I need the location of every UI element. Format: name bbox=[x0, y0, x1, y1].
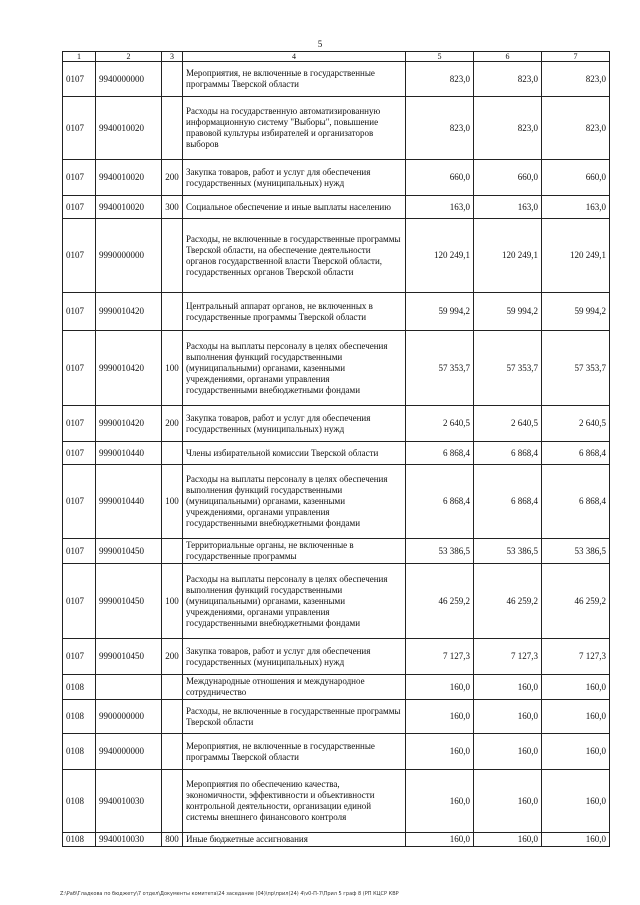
description-cell: Мероприятия, не включенные в государственные программы Тверской области bbox=[183, 734, 406, 770]
amount-col5-cell: 6 868,4 bbox=[406, 465, 474, 539]
amount-col7-cell: 823,0 bbox=[542, 97, 610, 160]
section-code-cell: 0107 bbox=[63, 160, 96, 196]
target-article-code-cell: 9990010420 bbox=[96, 406, 162, 442]
expense-type-code-cell bbox=[162, 770, 183, 833]
amount-col6-cell: 59 994,2 bbox=[474, 293, 542, 331]
amount-col6-cell: 660,0 bbox=[474, 160, 542, 196]
target-article-code-cell: 9990010420 bbox=[96, 331, 162, 406]
target-article-code-cell: 9940010020 bbox=[96, 97, 162, 160]
expense-type-code-cell: 300 bbox=[162, 196, 183, 219]
table-row bbox=[63, 62, 610, 97]
amount-col5-cell: 46 259,2 bbox=[406, 564, 474, 639]
target-article-code-cell: 9990010440 bbox=[96, 442, 162, 465]
description-cell: Закупка товаров, работ и услуг для обеспечения государственных (муниципальных) нужд bbox=[183, 160, 406, 196]
amount-col5-cell: 2 640,5 bbox=[406, 406, 474, 442]
amount-col7-cell: 160,0 bbox=[542, 734, 610, 770]
expense-type-code-cell: 200 bbox=[162, 639, 183, 675]
expense-type-code-cell: 800 bbox=[162, 833, 183, 847]
table-row bbox=[63, 770, 610, 833]
amount-col6-cell: 160,0 bbox=[474, 833, 542, 847]
amount-col5-cell: 120 249,1 bbox=[406, 219, 474, 293]
table-row bbox=[63, 219, 610, 293]
page-number: 5 bbox=[317, 39, 323, 49]
target-article-code-cell: 9940010030 bbox=[96, 833, 162, 847]
amount-col6-cell: 6 868,4 bbox=[474, 442, 542, 465]
amount-col5-cell: 53 386,5 bbox=[406, 539, 474, 564]
header-cell: 3 bbox=[162, 52, 183, 62]
target-article-code-cell: 9940010020 bbox=[96, 160, 162, 196]
amount-col6-cell: 160,0 bbox=[474, 675, 542, 700]
budget-table bbox=[62, 51, 610, 847]
section-code-cell: 0107 bbox=[63, 62, 96, 97]
amount-col7-cell: 160,0 bbox=[542, 833, 610, 847]
section-code-cell: 0107 bbox=[63, 442, 96, 465]
section-code-cell: 0107 bbox=[63, 97, 96, 160]
section-code-cell: 0108 bbox=[63, 770, 96, 833]
target-article-code-cell: 9990010440 bbox=[96, 465, 162, 539]
section-code-cell: 0107 bbox=[63, 639, 96, 675]
amount-col5-cell: 823,0 bbox=[406, 62, 474, 97]
table-row bbox=[63, 465, 610, 539]
table-row bbox=[63, 639, 610, 675]
header-cell: 4 bbox=[183, 52, 406, 62]
description-cell: Международные отношения и международное сотрудничество bbox=[183, 675, 406, 700]
section-code-cell: 0108 bbox=[63, 700, 96, 734]
amount-col5-cell: 160,0 bbox=[406, 833, 474, 847]
section-code-cell: 0107 bbox=[63, 219, 96, 293]
header-cell: 1 bbox=[63, 52, 96, 62]
table-row bbox=[63, 539, 610, 564]
amount-col7-cell: 823,0 bbox=[542, 62, 610, 97]
header-cell: 2 bbox=[96, 52, 162, 62]
target-article-code-cell: 9940010020 bbox=[96, 196, 162, 219]
description-cell: Территориальные органы, не включенные в государственные программы bbox=[183, 539, 406, 564]
table-row bbox=[63, 97, 610, 160]
table-row bbox=[63, 406, 610, 442]
description-cell: Мероприятия по обеспечению качества, экономичности, эффективности и объективности контрольной деятельности, организации единой системы внешнего финансового контроля bbox=[183, 770, 406, 833]
description-cell: Центральный аппарат органов, не включенных в государственные программы Тверской области bbox=[183, 293, 406, 331]
amount-col7-cell: 160,0 bbox=[542, 675, 610, 700]
amount-col7-cell: 660,0 bbox=[542, 160, 610, 196]
amount-col5-cell: 160,0 bbox=[406, 700, 474, 734]
expense-type-code-cell bbox=[162, 675, 183, 700]
expense-type-code-cell bbox=[162, 62, 183, 97]
expense-type-code-cell bbox=[162, 97, 183, 160]
description-cell: Расходы на выплаты персоналу в целях обеспечения выполнения функций государственными (муниципальными) органами, казенными учреждениями, органами управления государственными внебюджетными фондами bbox=[183, 465, 406, 539]
expense-type-code-cell: 100 bbox=[162, 465, 183, 539]
amount-col5-cell: 160,0 bbox=[406, 734, 474, 770]
expense-type-code-cell: 100 bbox=[162, 331, 183, 406]
amount-col5-cell: 57 353,7 bbox=[406, 331, 474, 406]
amount-col6-cell: 6 868,4 bbox=[474, 465, 542, 539]
description-cell: Члены избирательной комиссии Тверской области bbox=[183, 442, 406, 465]
section-code-cell: 0108 bbox=[63, 833, 96, 847]
amount-col5-cell: 660,0 bbox=[406, 160, 474, 196]
target-article-code-cell: 9940000000 bbox=[96, 734, 162, 770]
target-article-code-cell: 9990000000 bbox=[96, 219, 162, 293]
description-cell: Расходы, не включенные в государственные программы Тверской области, на обеспечение деятельности органов государственной власти Тверской области, государственных органов Тверской области bbox=[183, 219, 406, 293]
expense-type-code-cell bbox=[162, 442, 183, 465]
header-cell: 6 bbox=[474, 52, 542, 62]
expense-type-code-cell bbox=[162, 539, 183, 564]
amount-col5-cell: 160,0 bbox=[406, 770, 474, 833]
amount-col5-cell: 163,0 bbox=[406, 196, 474, 219]
table-row bbox=[63, 196, 610, 219]
amount-col6-cell: 2 640,5 bbox=[474, 406, 542, 442]
expense-type-code-cell bbox=[162, 219, 183, 293]
description-cell: Расходы на выплаты персоналу в целях обеспечения выполнения функций государственными (муниципальными) органами, казенными учреждениями, органами управления государственными внебюджетными фондами bbox=[183, 331, 406, 406]
description-cell: Расходы на выплаты персоналу в целях обеспечения выполнения функций государственными (муниципальными) органами, казенными учреждениями, органами управления государственными внебюджетными фондами bbox=[183, 564, 406, 639]
target-article-code-cell bbox=[96, 675, 162, 700]
amount-col6-cell: 160,0 bbox=[474, 700, 542, 734]
section-code-cell: 0107 bbox=[63, 196, 96, 219]
amount-col7-cell: 160,0 bbox=[542, 770, 610, 833]
expense-type-code-cell: 200 bbox=[162, 406, 183, 442]
amount-col7-cell: 57 353,7 bbox=[542, 331, 610, 406]
section-code-cell: 0107 bbox=[63, 293, 96, 331]
target-article-code-cell: 9990010450 bbox=[96, 539, 162, 564]
header-cell: 5 bbox=[406, 52, 474, 62]
amount-col7-cell: 53 386,5 bbox=[542, 539, 610, 564]
description-cell: Закупка товаров, работ и услуг для обеспечения государственных (муниципальных) нужд bbox=[183, 406, 406, 442]
description-cell: Иные бюджетные ассигнования bbox=[183, 833, 406, 847]
amount-col6-cell: 46 259,2 bbox=[474, 564, 542, 639]
section-code-cell: 0107 bbox=[63, 331, 96, 406]
amount-col6-cell: 160,0 bbox=[474, 734, 542, 770]
target-article-code-cell: 9940000000 bbox=[96, 62, 162, 97]
amount-col6-cell: 7 127,3 bbox=[474, 639, 542, 675]
description-cell: Социальное обеспечение и иные выплаты населению bbox=[183, 196, 406, 219]
table-row bbox=[63, 675, 610, 700]
amount-col7-cell: 6 868,4 bbox=[542, 465, 610, 539]
section-code-cell: 0108 bbox=[63, 734, 96, 770]
description-cell: Закупка товаров, работ и услуг для обеспечения государственных (муниципальных) нужд bbox=[183, 639, 406, 675]
description-cell: Мероприятия, не включенные в государственные программы Тверской области bbox=[183, 62, 406, 97]
section-code-cell: 0107 bbox=[63, 465, 96, 539]
section-code-cell: 0107 bbox=[63, 406, 96, 442]
table-row bbox=[63, 293, 610, 331]
table-row bbox=[63, 160, 610, 196]
target-article-code-cell: 9900000000 bbox=[96, 700, 162, 734]
target-article-code-cell: 9990010420 bbox=[96, 293, 162, 331]
amount-col7-cell: 7 127,3 bbox=[542, 639, 610, 675]
table-row bbox=[63, 442, 610, 465]
header-cell: 7 bbox=[542, 52, 610, 62]
table-row bbox=[63, 564, 610, 639]
expense-type-code-cell: 200 bbox=[162, 160, 183, 196]
amount-col7-cell: 2 640,5 bbox=[542, 406, 610, 442]
expense-type-code-cell bbox=[162, 700, 183, 734]
file-path-footer: Z:\Раб\Гладкова по бюджету\7 отдел\Документы комитета\24 заседание (04)\пр\прил(24) 4\v0-П-7\Прил 5 граф 8 (РП КЦСР КВР bbox=[60, 891, 399, 897]
target-article-code-cell: 9940010030 bbox=[96, 770, 162, 833]
amount-col5-cell: 59 994,2 bbox=[406, 293, 474, 331]
amount-col5-cell: 7 127,3 bbox=[406, 639, 474, 675]
amount-col7-cell: 59 994,2 bbox=[542, 293, 610, 331]
amount-col6-cell: 823,0 bbox=[474, 97, 542, 160]
amount-col5-cell: 823,0 bbox=[406, 97, 474, 160]
amount-col7-cell: 46 259,2 bbox=[542, 564, 610, 639]
table-row bbox=[63, 833, 610, 847]
description-cell: Расходы, не включенные в государственные программы Тверской области bbox=[183, 700, 406, 734]
expense-type-code-cell: 100 bbox=[162, 564, 183, 639]
table-row bbox=[63, 331, 610, 406]
amount-col5-cell: 6 868,4 bbox=[406, 442, 474, 465]
expense-type-code-cell bbox=[162, 734, 183, 770]
column-number-row bbox=[63, 52, 610, 62]
table-row bbox=[63, 700, 610, 734]
expense-type-code-cell bbox=[162, 293, 183, 331]
amount-col6-cell: 53 386,5 bbox=[474, 539, 542, 564]
amount-col6-cell: 163,0 bbox=[474, 196, 542, 219]
amount-col7-cell: 6 868,4 bbox=[542, 442, 610, 465]
amount-col7-cell: 120 249,1 bbox=[542, 219, 610, 293]
description-cell: Расходы на государственную автоматизированную информационную систему "Выборы", повышение правовой культуры избирателей и организаторов выборов bbox=[183, 97, 406, 160]
section-code-cell: 0108 bbox=[63, 675, 96, 700]
amount-col7-cell: 160,0 bbox=[542, 700, 610, 734]
amount-col6-cell: 823,0 bbox=[474, 62, 542, 97]
target-article-code-cell: 9990010450 bbox=[96, 564, 162, 639]
amount-col6-cell: 120 249,1 bbox=[474, 219, 542, 293]
amount-col6-cell: 57 353,7 bbox=[474, 331, 542, 406]
section-code-cell: 0107 bbox=[63, 564, 96, 639]
amount-col6-cell: 160,0 bbox=[474, 770, 542, 833]
amount-col5-cell: 160,0 bbox=[406, 675, 474, 700]
amount-col7-cell: 163,0 bbox=[542, 196, 610, 219]
table-row bbox=[63, 734, 610, 770]
section-code-cell: 0107 bbox=[63, 539, 96, 564]
target-article-code-cell: 9990010450 bbox=[96, 639, 162, 675]
